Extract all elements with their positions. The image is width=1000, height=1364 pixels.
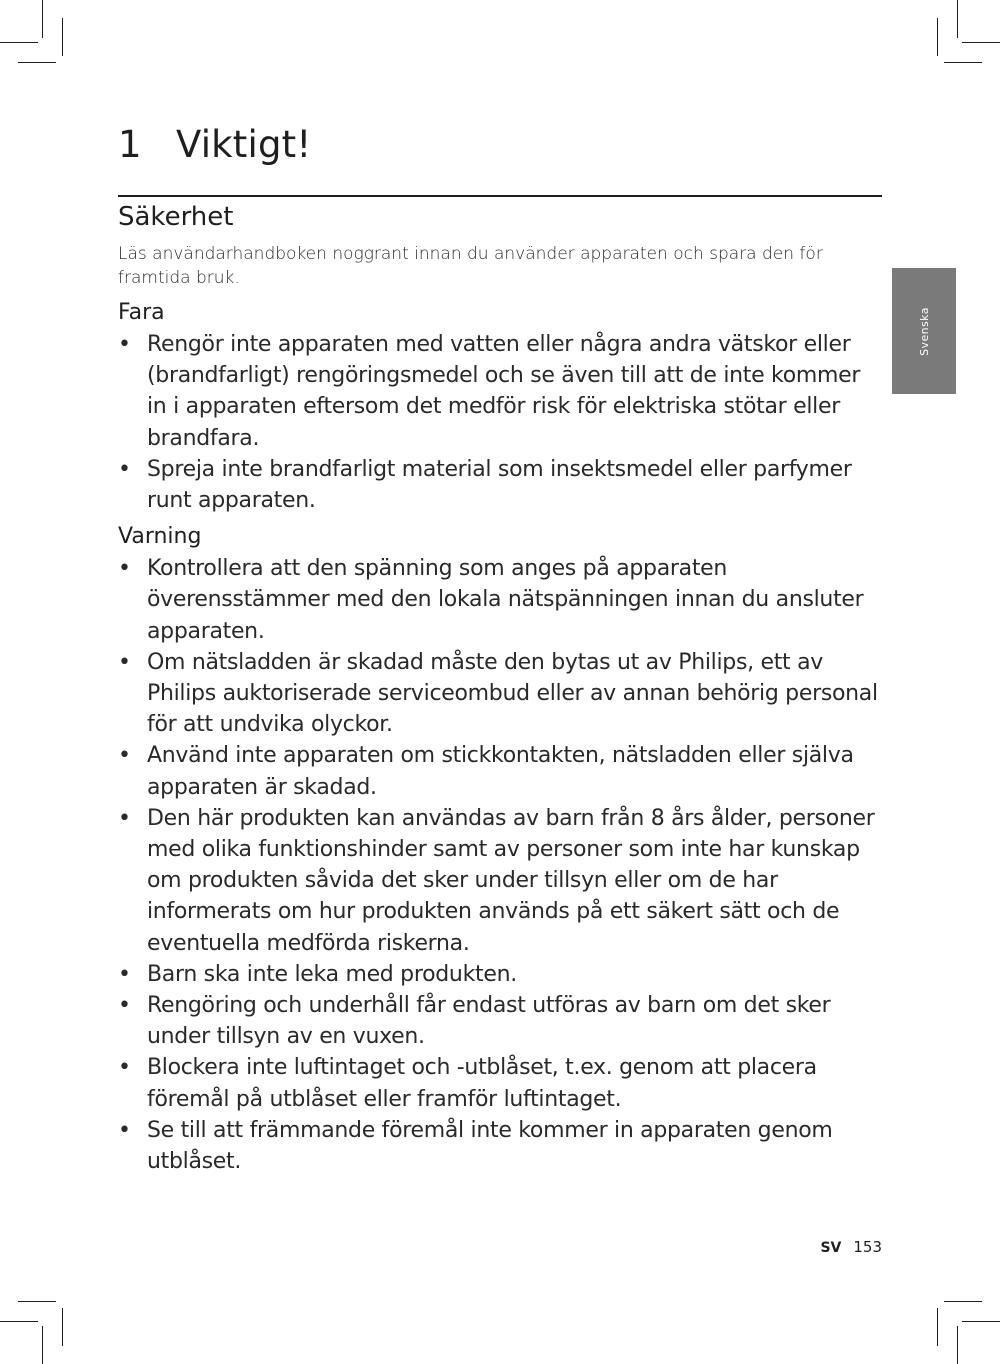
warning-list (118, 553, 882, 1177)
chapter-title: Viktigt! (176, 123, 312, 166)
page-number: 153 (853, 1238, 882, 1256)
crop-mark (42, 0, 43, 38)
list-item: • Spreja inte brandfarligt material som insektsmedel eller parfymer runt apparaten. (118, 454, 882, 516)
crop-mark (42, 1326, 43, 1364)
crop-mark (957, 1326, 958, 1364)
list-item: • Använd inte apparaten om stickkontakten, nätsladden eller själva apparaten är skadad. (118, 740, 882, 802)
crop-mark (18, 1301, 56, 1302)
list-item: • Rengöring och underhåll får endast utföras av barn om det sker under tillsyn av en vuxen. (118, 990, 882, 1052)
bullet-icon: • (118, 743, 131, 769)
language-side-tab (892, 268, 956, 394)
danger-heading: Fara (118, 300, 165, 325)
bullet-icon: • (118, 649, 131, 675)
section-title: Säkerhet (118, 202, 234, 232)
crop-mark (937, 18, 938, 56)
bullet-icon: • (118, 805, 131, 831)
bullet-icon: • (118, 1117, 131, 1143)
crop-mark (962, 1321, 1000, 1322)
list-item: • Blockera inte luftintaget och -utblåset, t.ex. genom att placera föremål på utblåset eller framför luftintaget. (118, 1052, 882, 1114)
crop-mark (962, 42, 1000, 43)
bullet-icon: • (118, 332, 131, 357)
section-intro: Läs användarhandboken noggrant innan du använder apparaten och spara den för framtida bruk. (118, 244, 823, 288)
danger-list (118, 329, 882, 516)
bullet-icon: • (118, 1055, 131, 1081)
crop-mark (18, 62, 56, 63)
list-item: • Se till att främmande föremål inte kommer in apparaten genom utblåset. (118, 1115, 882, 1177)
footer-language-code: SV (820, 1240, 842, 1256)
heading-rule (118, 195, 882, 197)
crop-mark (0, 42, 38, 43)
crop-mark (62, 18, 63, 56)
crop-mark (0, 1321, 38, 1322)
language-side-tab-label: Svenska (917, 306, 931, 356)
list-item: • Barn ska inte leka med produkten. (118, 959, 882, 990)
crop-mark (937, 1308, 938, 1346)
list-item: • Den här produkten kan användas av barn från 8 års ålder, personer med olika funktionshinder samt av personer som inte har kunskap om produkten såvida det sker under tillsyn eller om de har informerats om hur produkten används på ett säkert sätt och de eventuella medförda riskerna. (118, 803, 882, 959)
page-content (118, 200, 882, 1177)
bullet-icon: • (118, 556, 131, 582)
list-item: • Rengör inte apparaten med vatten eller några andra vätskor eller (brandfarligt) rengöringsmedel och se även till att de inte kommer in i apparaten eftersom det medför risk för elektriska stötar eller brandfara. (118, 329, 882, 454)
bullet-icon: • (118, 993, 131, 1019)
list-item: • Kontrollera att den spänning som anges på apparaten överensstämmer med den lokala nätspänningen innan du ansluter apparaten. (118, 553, 882, 647)
crop-mark (944, 62, 982, 63)
chapter-heading (118, 120, 311, 170)
crop-mark (62, 1308, 63, 1346)
list-item: • Om nätsladden är skadad måste den bytas ut av Philips, ett av Philips auktoriserade serviceombud eller av annan behörig personal för att undvika olyckor. (118, 647, 882, 741)
warning-heading: Varning (118, 524, 202, 550)
bullet-icon: • (118, 456, 131, 482)
crop-mark (957, 0, 958, 38)
chapter-number: 1 (118, 123, 142, 166)
bullet-icon: • (118, 961, 131, 987)
page-footer (820, 1238, 882, 1256)
crop-mark (944, 1301, 982, 1302)
